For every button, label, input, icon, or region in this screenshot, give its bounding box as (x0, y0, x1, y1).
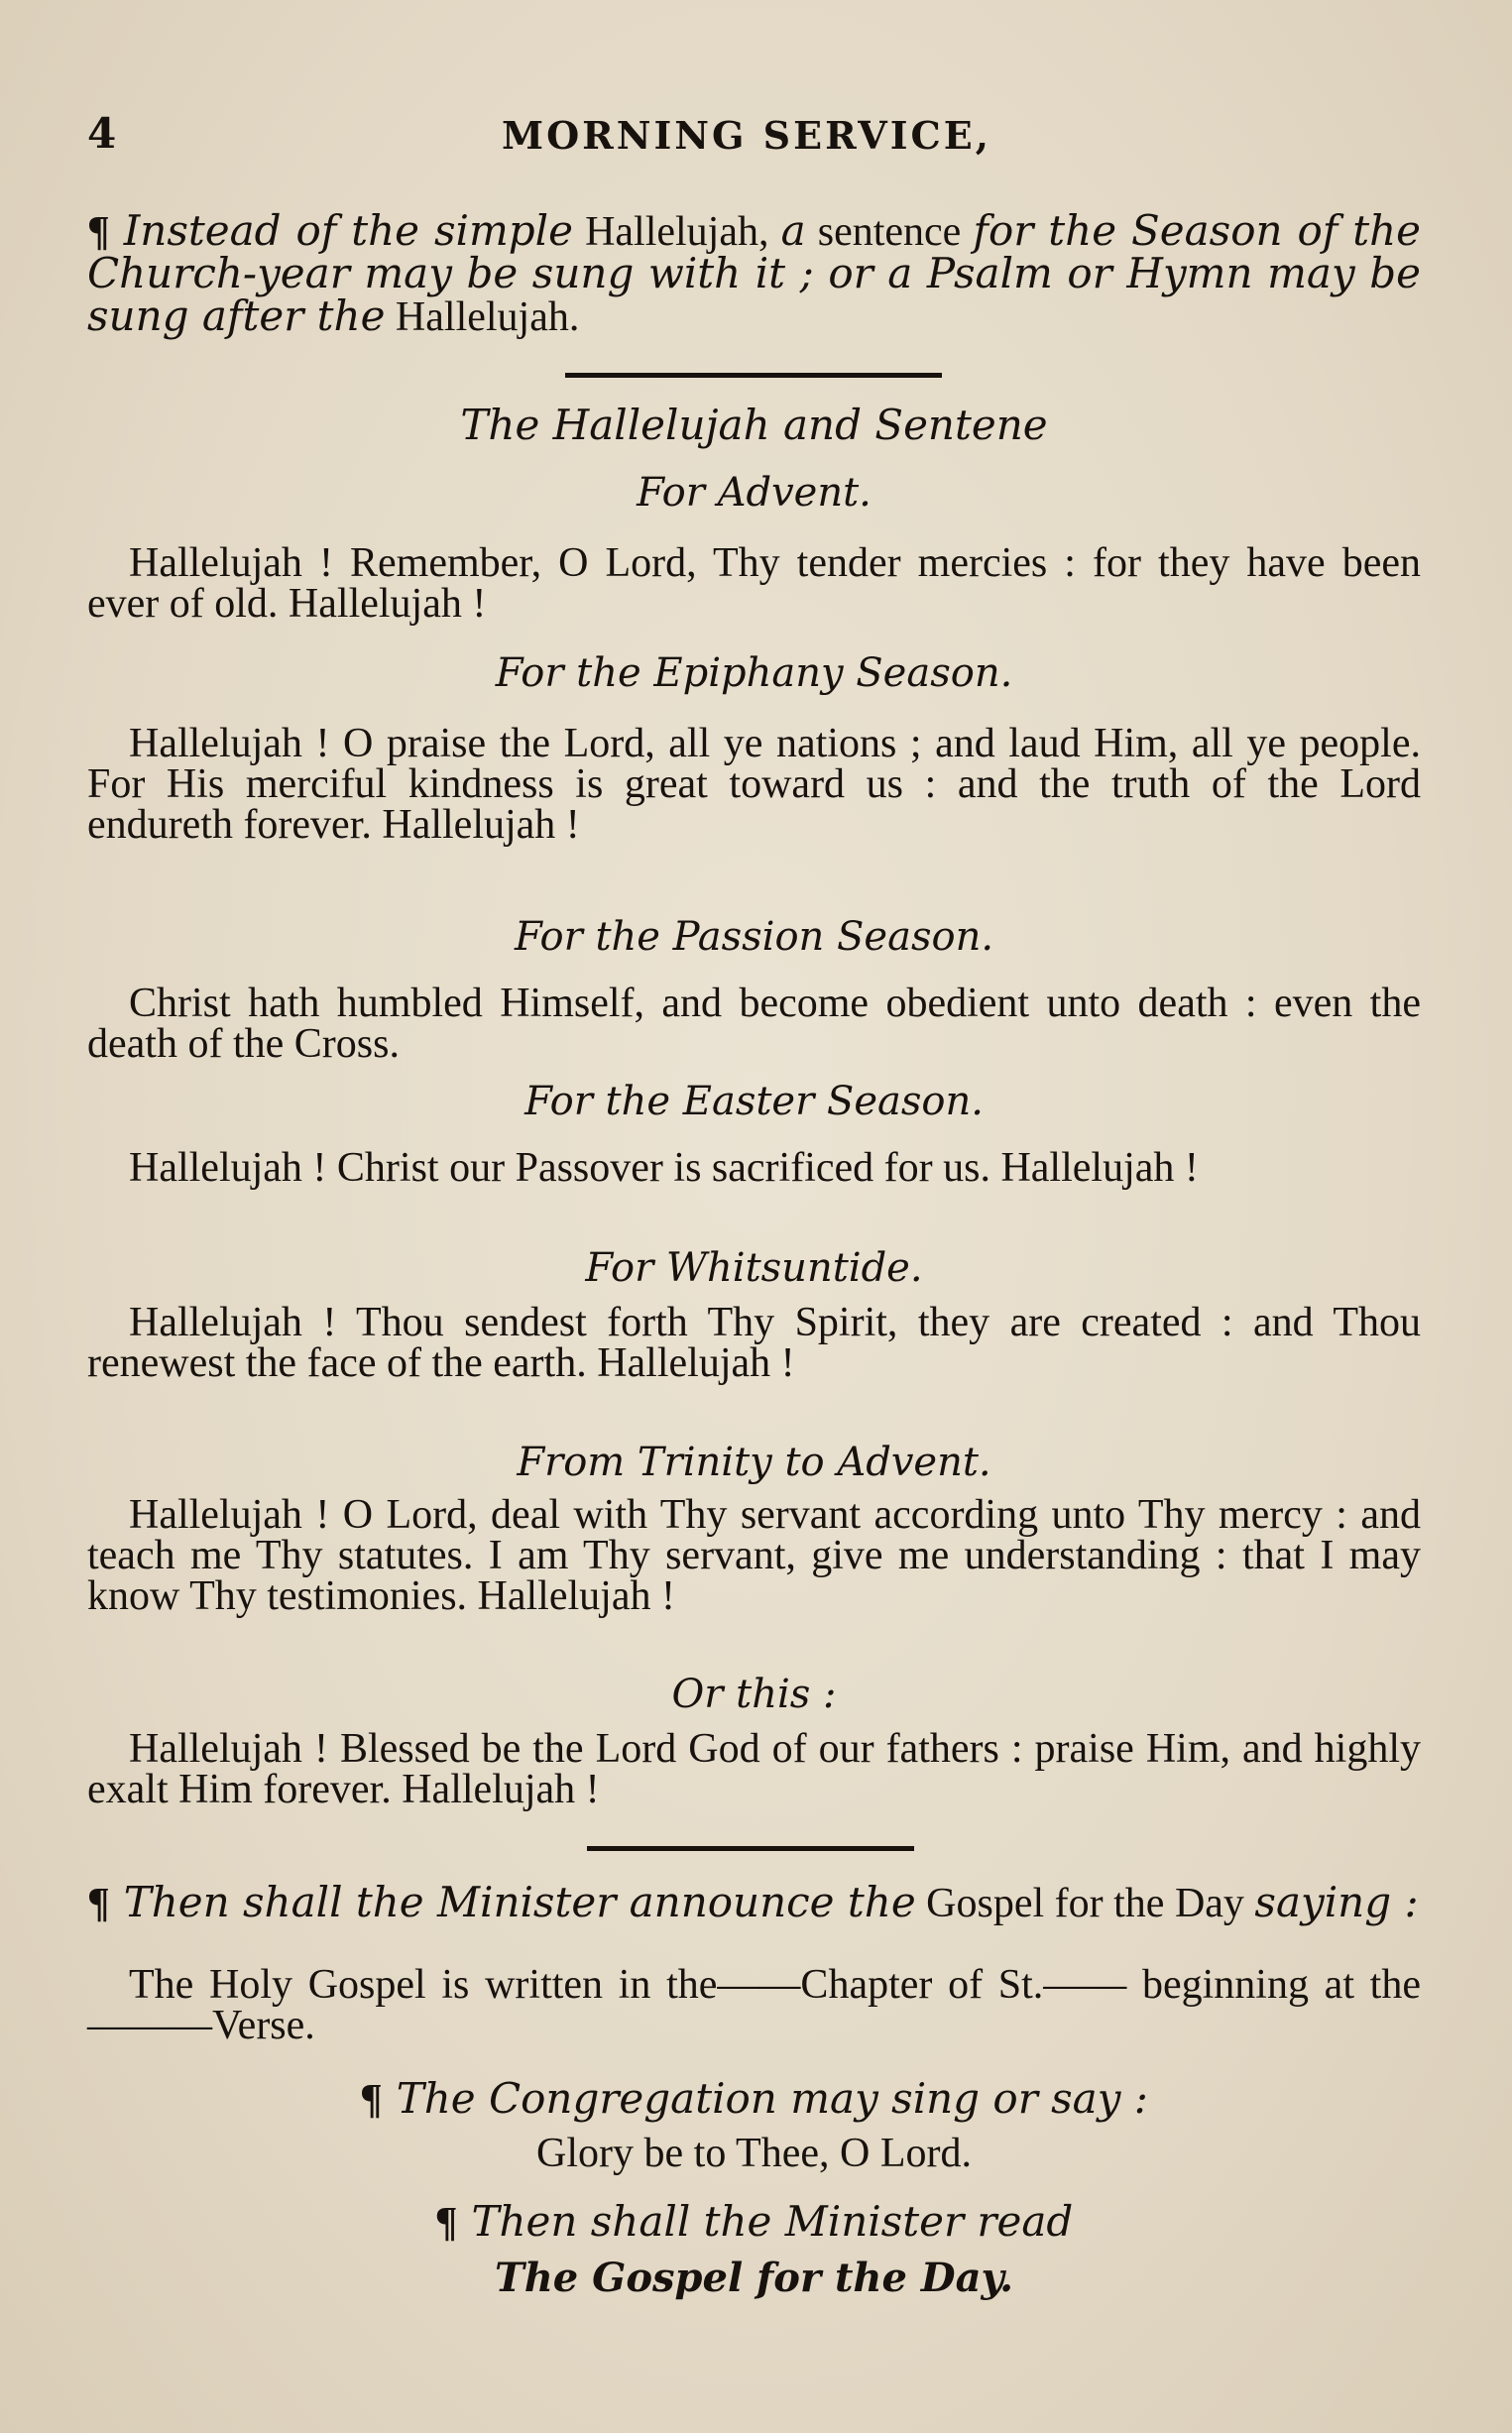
rubric-text: saying : (1254, 1878, 1419, 1926)
season-text: Hallelujah ! O praise the Lord, all ye nations ; and laud Him, all ye people. For His merciful kindness is great toward us : and the truth of the Lord endureth forever. Hallelujah ! (87, 721, 1421, 848)
season-heading: Or this : (671, 1672, 837, 1717)
season-heading: For the Passion Season. (514, 914, 994, 960)
season-text: Hallelujah ! Christ our Passover is sacrificed for us. Hallelujah ! (129, 1145, 1199, 1191)
pilcrow-icon: ¶ (434, 2200, 458, 2246)
intro-rubric (87, 206, 1422, 340)
rubric-text: for the Season of the Church-year may be sung with it ; or a Psalm or Hymn may be sung after the (87, 206, 1422, 340)
rubric-text: a (780, 206, 806, 255)
pilcrow-icon: ¶ (360, 2077, 383, 2123)
season-heading: From Trinity to Advent. (517, 1440, 991, 1485)
season-heading: For Whitsuntide. (585, 1245, 923, 1291)
running-title: MORNING SERVICE, (502, 113, 991, 158)
rubric-text: sentence (817, 209, 962, 255)
season-text: Hallelujah ! Remember, O Lord, Thy tender mercies : for they have been ever of old. Hallelujah ! (87, 540, 1421, 627)
rubric-text: Then shall the Minister read (471, 2197, 1074, 2246)
gospel-announcement: The Holy Gospel is written in the——Chapter of St.—— beginning at the———Verse. (87, 1962, 1421, 2048)
season-heading: For Advent. (637, 470, 872, 516)
minister-rubric (87, 2197, 1421, 2247)
page-number: 4 (87, 109, 117, 158)
rubric-text: Hallelujah. (395, 294, 580, 340)
pilcrow-icon: ¶ (87, 1881, 110, 1926)
season-heading: For the Epiphany Season. (495, 650, 1013, 696)
gospel-rubric (87, 1878, 1421, 1926)
divider-rule (587, 1846, 914, 1851)
season-text: Hallelujah ! Thou sendest forth Thy Spirit, they are created : and Thou renewest the face of the earth. Hallelujah ! (87, 1300, 1421, 1386)
rubric-text: Then shall the Minister announce the (123, 1878, 916, 1926)
season-text: Hallelujah ! O Lord, deal with Thy servant according unto Thy mercy : and teach me Thy statutes. I am Thy servant, give me understanding : that I may know Thy testimonies. Hallelujah ! (87, 1492, 1421, 1619)
rubric-text: The Congregation may sing or say : (396, 2074, 1148, 2123)
page-header (87, 99, 1416, 159)
rubric-text: Hallelujah, (585, 209, 769, 255)
rubric-text: Gospel for the Day (926, 1881, 1244, 1926)
section-title: The Hallelujah and Sentene (460, 401, 1048, 449)
season-text: Christ hath humbled Himself, and become obedient unto death : even the death of the Cross. (87, 981, 1421, 1067)
pilcrow-icon: ¶ (87, 209, 110, 255)
congregation-response: Glory be to Thee, O Lord. (536, 2131, 972, 2176)
divider-rule (565, 373, 942, 378)
season-text: Hallelujah ! Blessed be the Lord God of our fathers : praise Him, and highly exalt Him forever. Hallelujah ! (87, 1726, 1421, 1812)
congregation-rubric (87, 2074, 1421, 2124)
season-heading: For the Easter Season. (524, 1079, 984, 1124)
rubric-text: Instead of the simple (123, 206, 573, 255)
gospel-title: The Gospel for the Day. (494, 2255, 1014, 2301)
